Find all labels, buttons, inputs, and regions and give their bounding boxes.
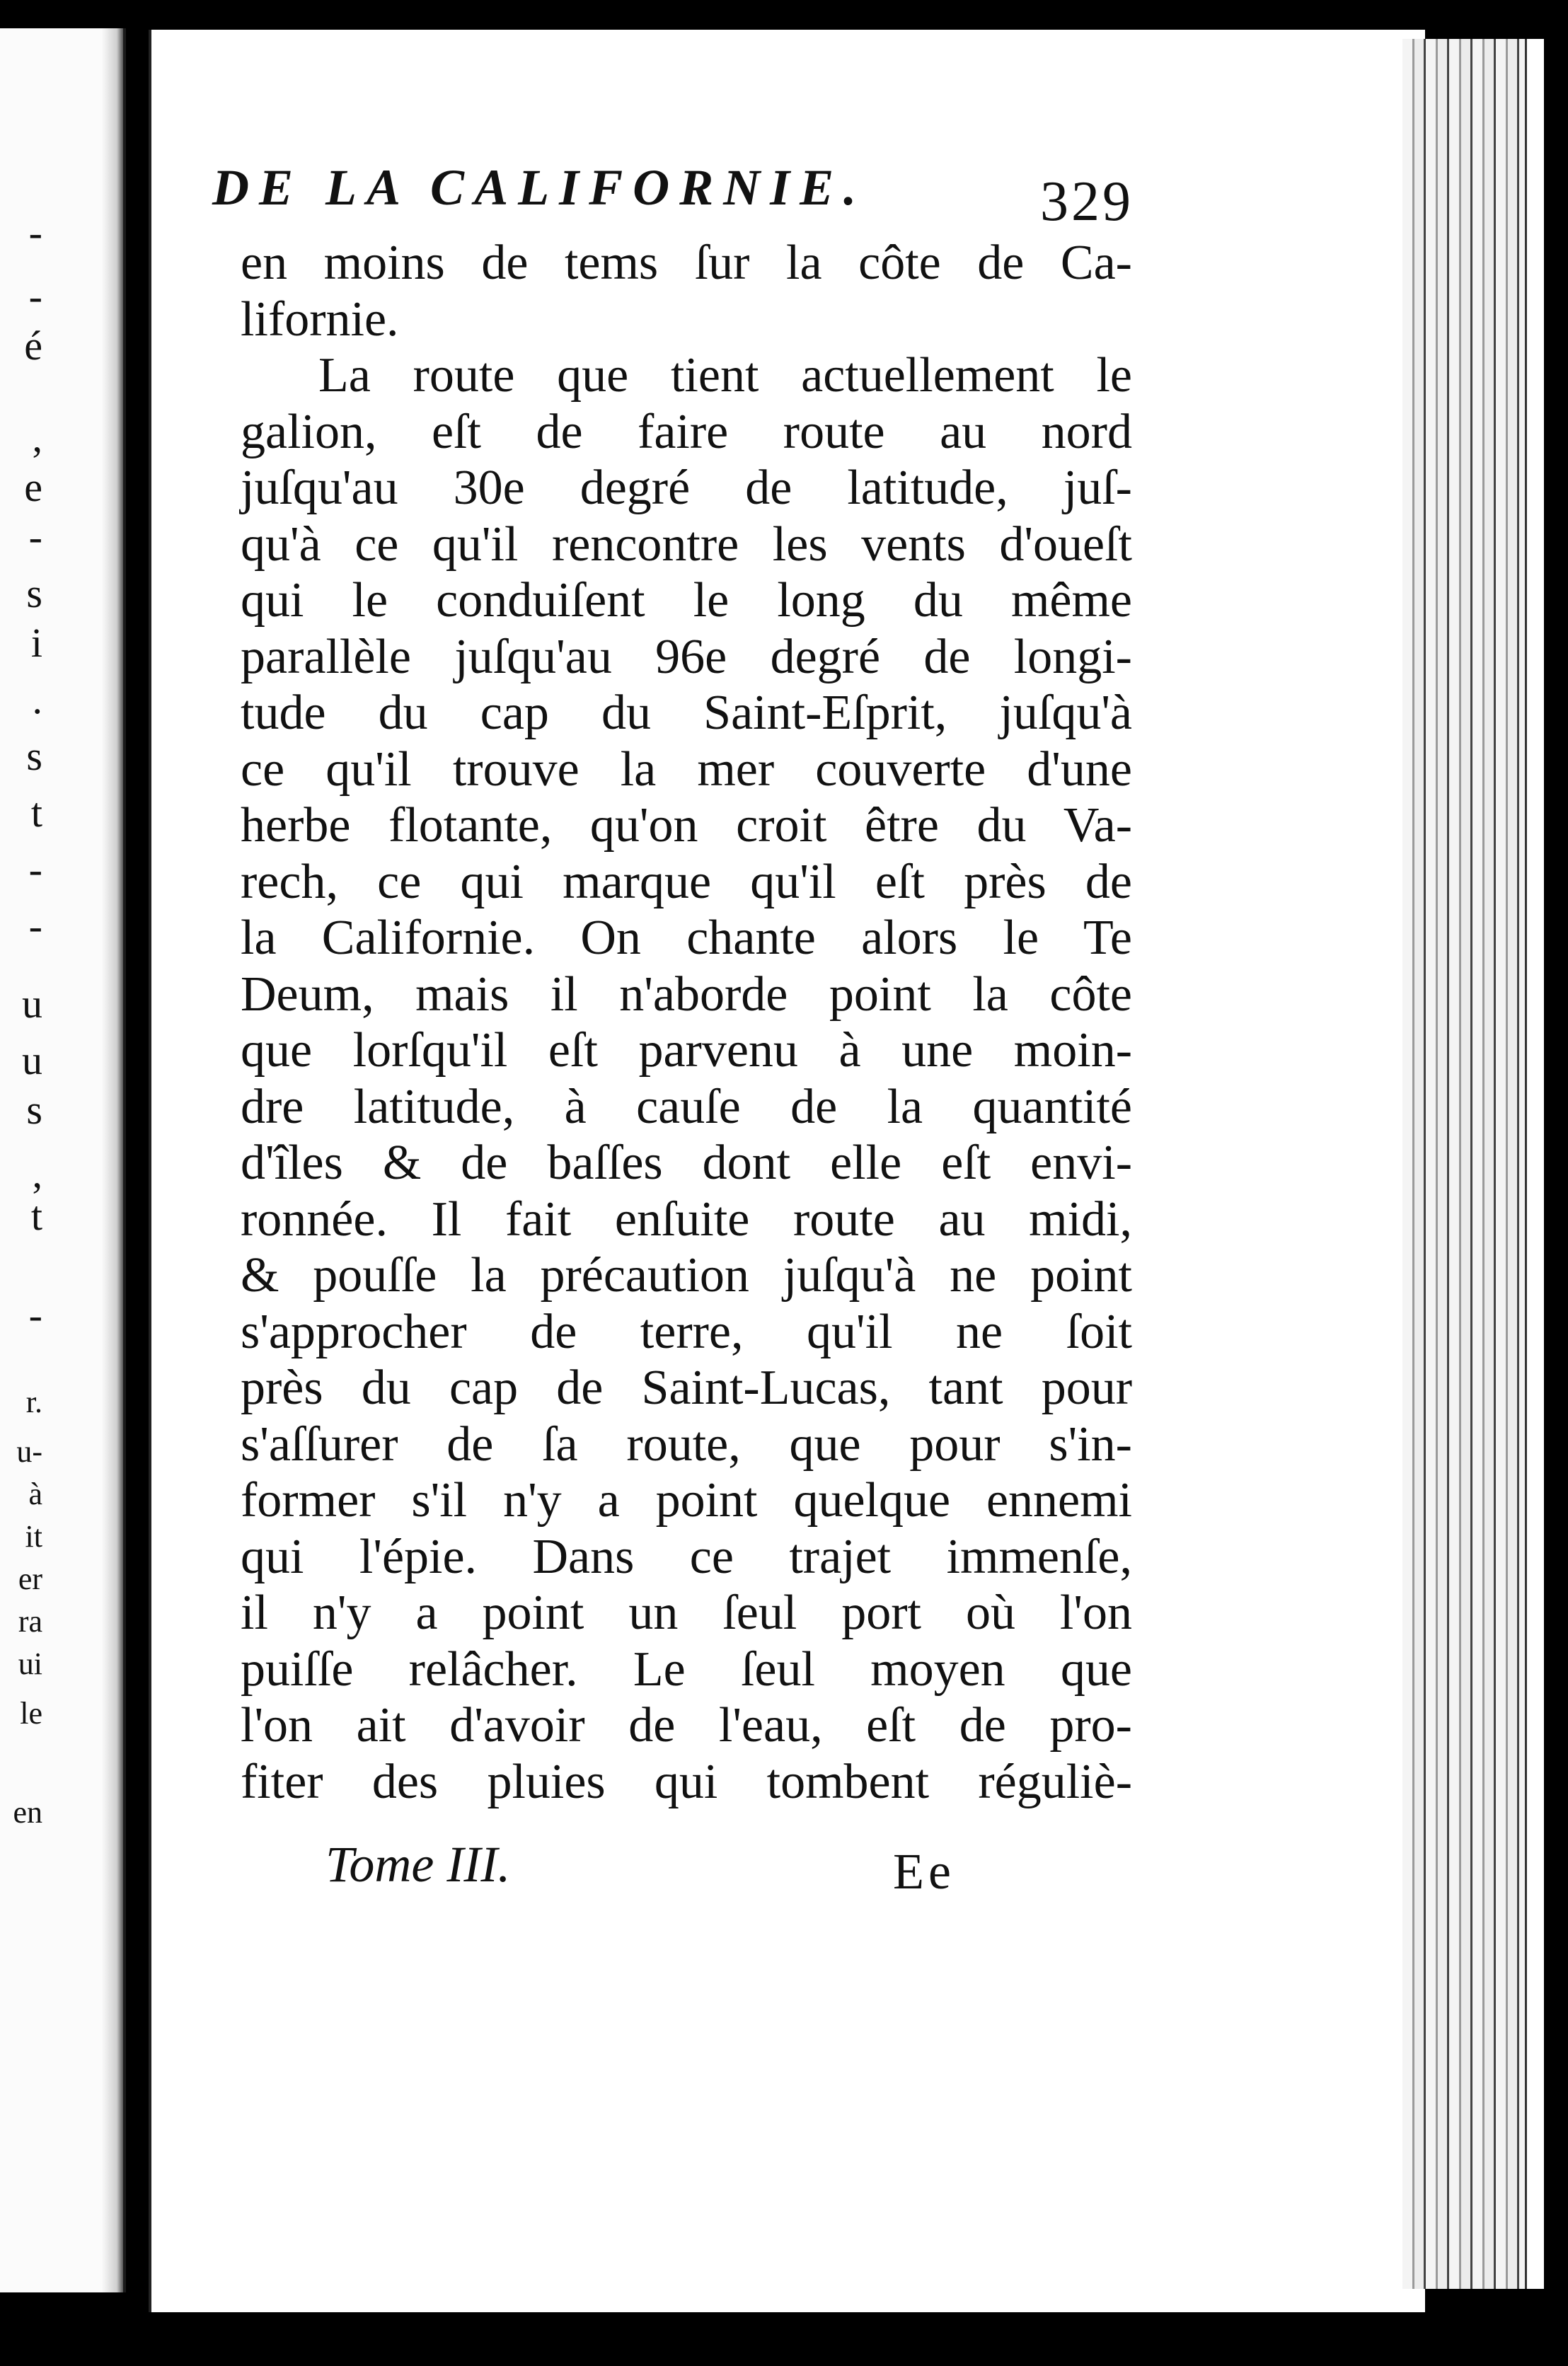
facing-page-fragment: le	[20, 1696, 42, 1731]
text-line: s'approcher de terre, qu'il ne ſoit	[241, 1304, 1132, 1359]
text-line: puiſſe relâcher. Le ſeul moyen que	[241, 1641, 1132, 1697]
signature-mark: Ee	[893, 1843, 955, 1900]
text-line: juſqu'au 30e degré de latitude, juſ-	[241, 461, 1132, 515]
page-edge-cap	[1525, 39, 1544, 2289]
facing-page-fragment: à	[28, 1477, 42, 1511]
text-line: l'on ait d'avoir de l'eau, eſt de pro-	[241, 1698, 1132, 1753]
facing-page-fragment: en	[13, 1795, 42, 1830]
facing-page-fragment: i	[30, 620, 42, 666]
facing-page-fragment: -	[28, 1292, 42, 1338]
facing-page-fragment: s	[26, 1087, 42, 1133]
facing-page-fragment: .	[32, 676, 42, 722]
facing-page-fragment: ,	[32, 1150, 42, 1196]
facing-page-fragment: s	[26, 733, 42, 779]
facing-page-fragment: é	[24, 323, 42, 369]
facing-page-fragment: er	[18, 1562, 42, 1596]
facing-page-fragment: t	[30, 790, 42, 836]
facing-page-fragment: t	[30, 1193, 42, 1239]
text-line: dre latitude, à cauſe de la quantité	[241, 1079, 1132, 1134]
text-line: ronnée. Il fait enſuite route au midi,	[241, 1191, 1132, 1247]
facing-page-fragment: -	[28, 273, 42, 319]
text-line: ce qu'il trouve la mer couverte d'une	[241, 741, 1132, 797]
text-line: tude du cap du Saint-Eſprit, juſqu'à	[241, 686, 1132, 740]
facing-page-fragment: it	[25, 1519, 42, 1554]
facing-page-fragment: s	[26, 570, 42, 616]
text-line: qu'à ce qu'il rencontre les vents d'oueſt	[241, 517, 1132, 572]
text-line: il n'y a point un ſeul port où l'on	[241, 1586, 1132, 1640]
facing-page-fragment: e	[24, 464, 42, 510]
page-number: 329	[1040, 171, 1134, 233]
volume-footer: Tome III.	[325, 1836, 511, 1893]
facing-page-fragment: u-	[16, 1434, 42, 1469]
facing-page-fragment: u	[22, 1037, 42, 1083]
text-line: la Californie. On chante alors le Te	[241, 911, 1132, 965]
facing-page-fragment: ui	[18, 1646, 42, 1681]
facing-page-fragment: ra	[18, 1604, 42, 1639]
text-line: lifornie.	[241, 292, 399, 347]
facing-page-fragment: -	[28, 514, 42, 560]
facing-page-fragment: -	[28, 846, 42, 892]
running-head: DE LA CALIFORNIE.	[212, 159, 867, 216]
facing-page-fragment: -	[28, 209, 42, 255]
text-line: former s'il n'y a point quelque ennemi	[241, 1473, 1132, 1528]
facing-page-fragment: u	[22, 981, 42, 1027]
text-line: fiter des pluies qui tombent réguliè-	[241, 1754, 1132, 1809]
facing-page-fragment: r.	[25, 1385, 42, 1419]
facing-page-fragment: -	[28, 903, 42, 949]
text-line: près du cap de Saint-Lucas, tant pour	[241, 1361, 1132, 1415]
text-line: galion, eſt de faire route au nord	[241, 404, 1132, 459]
body-text	[241, 235, 1132, 1810]
book-gutter	[102, 28, 123, 2292]
facing-page-fragment: ,	[32, 415, 42, 461]
text-line: La route que tient actuellement le	[318, 348, 1132, 403]
book-fore-edge	[1402, 39, 1544, 2289]
facing-page-left	[0, 28, 126, 2292]
text-line: s'aſſurer de ſa route, que pour s'in-	[241, 1416, 1132, 1472]
text-line: Deum, mais il n'aborde point la côte	[241, 966, 1132, 1022]
text-line: herbe flotante, qu'on croit être du Va-	[241, 798, 1132, 853]
text-line: d'îles & de baſſes dont elle eſt envi-	[241, 1136, 1132, 1190]
text-line: rech, ce qui marque qu'il eſt près de	[241, 854, 1132, 909]
text-line: que lorſqu'il eſt parvenu à une moin-	[241, 1023, 1132, 1078]
text-line: parallèle juſqu'au 96e degré de longi-	[241, 629, 1132, 684]
text-line: qui le conduiſent le long du même	[241, 573, 1132, 628]
text-line: en moins de tems ſur la côte de Ca-	[241, 236, 1132, 290]
text-line: qui l'épie. Dans ce trajet immenſe,	[241, 1529, 1132, 1584]
text-line: & pouſſe la précaution juſqu'à ne point	[241, 1248, 1132, 1303]
